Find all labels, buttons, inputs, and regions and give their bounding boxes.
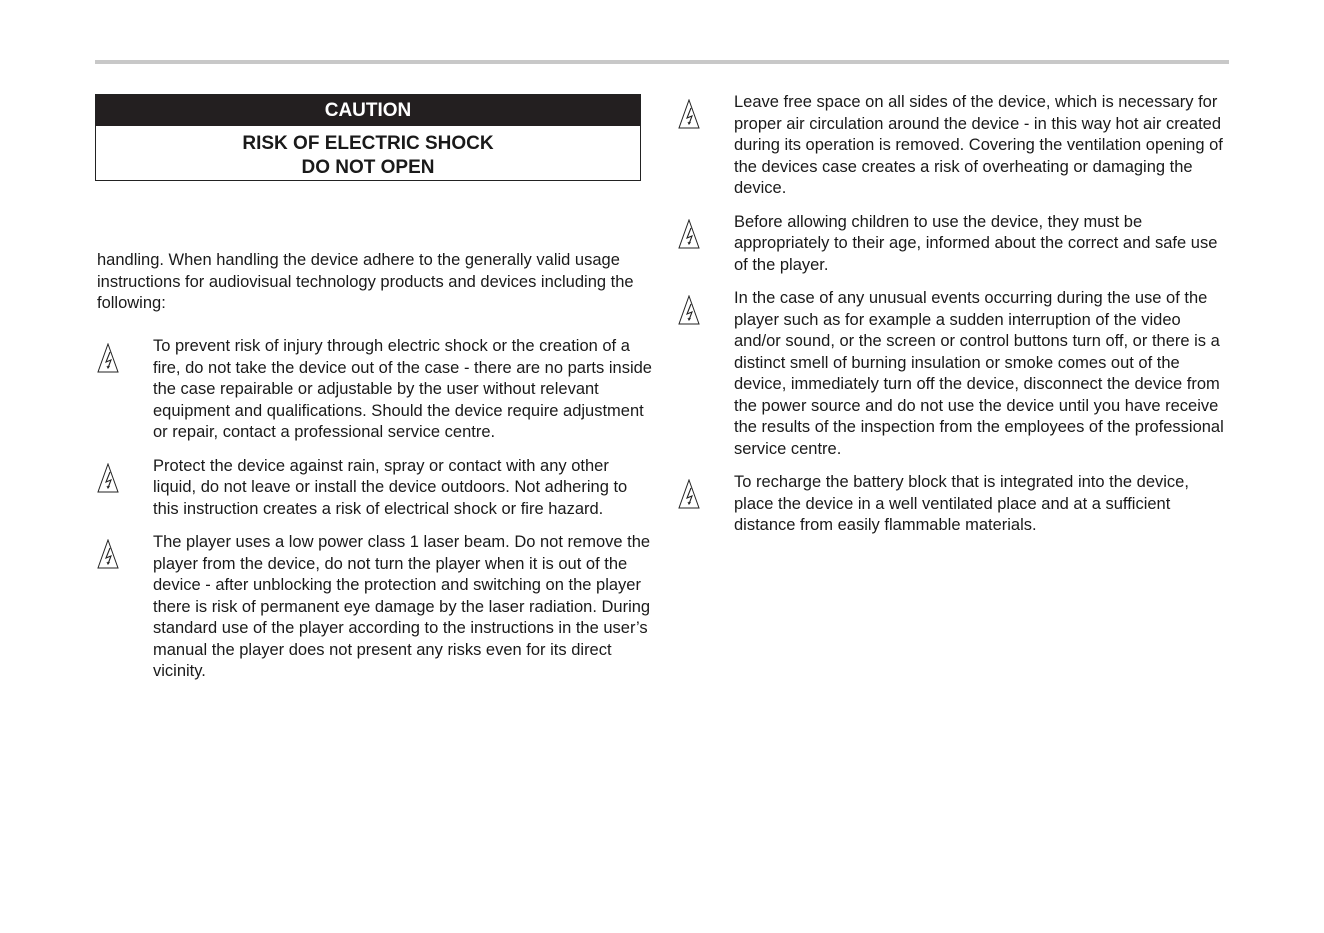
header-rule	[95, 60, 1229, 64]
caution-line-shock: RISK OF ELECTRIC SHOCK	[242, 133, 494, 154]
electric-hazard-icon	[678, 288, 734, 325]
caution-box	[95, 94, 641, 181]
warning-item	[678, 288, 1230, 460]
electric-hazard-icon	[678, 472, 734, 509]
warning-text: In the case of any unusual events occurring during the use of the player such as for example a sudden interruption of the video and/or sound, or the screen or control buttons turn off, or there is a distinct smell of burning insulation or smoke comes out of the device, immediately turn off the device, disconnect the device from the power source and do not use the device until you have receive the results of the inspection from the employees of the professional service centre.	[734, 289, 1224, 458]
warning-item	[97, 336, 653, 444]
caution-line-open: DO NOT OPEN	[301, 157, 435, 178]
warning-text: Leave free space on all sides of the device, which is necessary for proper air circulation around the device - in this way hot air created during its operation is removed. Covering the ventilation opening of the devices case creates a risk of overheating or damaging the device.	[734, 93, 1223, 197]
warning-text: Protect the device against rain, spray or contact with any other liquid, do not leave or install the device outdoors. Not adhering to this instruction creates a risk of electrical shock or fire hazard.	[153, 456, 628, 518]
warning-item	[97, 456, 653, 521]
warnings-right-column	[678, 92, 1230, 537]
warning-text: To prevent risk of injury through electric shock or the creation of a fire, do not take the device out of the case - there are no parts inside the case repairable or adjustable by the user without relevant equipment and qualifications. Should the device require adjustment or repair, contact a professional service centre.	[153, 337, 652, 441]
electric-hazard-icon	[97, 532, 153, 569]
warning-item	[678, 212, 1230, 277]
warning-text: To recharge the battery block that is integrated into the device, place the device in a well ventilated place and at a sufficient distance from easily flammable materials.	[734, 473, 1189, 534]
electric-hazard-icon	[97, 456, 153, 493]
warning-text: The player uses a low power class 1 laser beam. Do not remove the player from the device, do not turn the player when it is out of the device - after unblocking the protection and switching on the player there is risk of permanent eye damage by the laser radiation. During standard use of the player according to the instructions in the user’s manual the player does not present any risks even for its direct vicinity.	[153, 533, 651, 680]
electric-hazard-icon	[97, 336, 153, 373]
warning-text: Before allowing children to use the device, they must be appropriately to their age, informed about the correct and safe use of the player.	[734, 212, 1218, 274]
electric-hazard-icon	[678, 92, 734, 129]
warning-item	[678, 472, 1230, 537]
warning-item	[678, 92, 1230, 200]
caution-heading: CAUTION	[96, 95, 640, 126]
intro-paragraph: handling. When handling the device adhere to the generally valid usage instructions for audiovisual technology products and devices including the following:	[97, 251, 634, 312]
warning-item	[97, 532, 653, 683]
warnings-left-column	[97, 336, 653, 683]
electric-hazard-icon	[678, 212, 734, 249]
